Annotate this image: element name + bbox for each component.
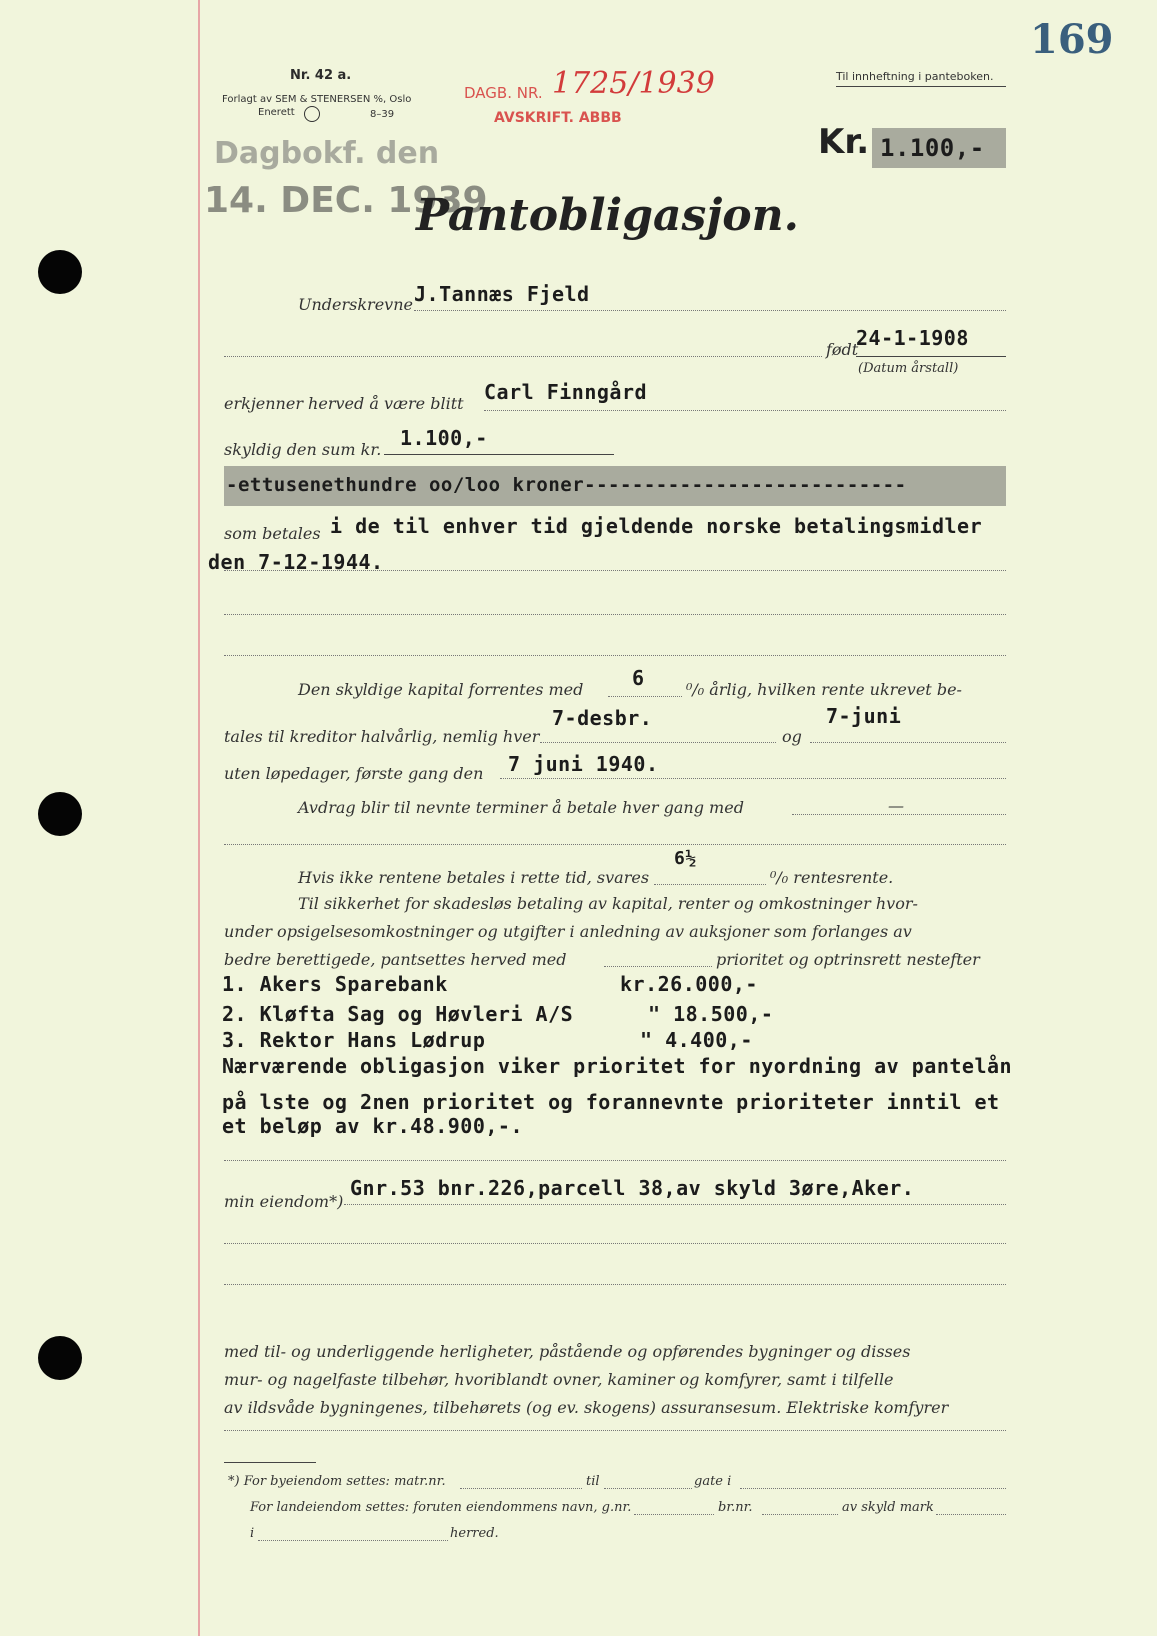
- blank-line-2: [224, 614, 1006, 615]
- security-line-1: Til sikkerhet for skadesløs betaling av kapital, renter og omkostninger hvor-: [298, 894, 918, 913]
- footnote-i: i: [250, 1526, 255, 1541]
- blank-line-6: [224, 1243, 1006, 1244]
- publisher-logo: [304, 106, 320, 122]
- document-title: Pantobligasjon.: [416, 190, 799, 241]
- blank-line-4: [224, 844, 1006, 845]
- til-innheftning-label: Til innheftning i panteboken.: [836, 70, 994, 83]
- blank-line-3: [224, 655, 1006, 656]
- footnote-by-b: til: [586, 1474, 600, 1489]
- dagb-nr-label: DAGB. NR.: [464, 84, 543, 102]
- blank-line-7: [224, 1284, 1006, 1285]
- interest-line3: uten løpedager, første gang den: [224, 764, 484, 783]
- blank-line-1: [224, 570, 1006, 571]
- erkjenner-label: erkjenner herved å være blitt: [224, 394, 464, 413]
- header-rule: [836, 86, 1006, 87]
- punch-hole-bottom: [38, 1336, 82, 1380]
- footnote-land-line-2: [762, 1514, 838, 1515]
- priority-2-amount: " 18.500,-: [648, 1002, 774, 1026]
- footnote-rule: [224, 1462, 316, 1463]
- avdrag-value: —: [888, 796, 904, 815]
- rentesrente-text-a: Hvis ikke rentene betales i rette tid, svares: [298, 868, 650, 887]
- priority-note-3: et beløp av kr.48.900,-.: [222, 1114, 523, 1138]
- enerett-label: Enerett: [258, 107, 295, 118]
- footnote-land-b: br.nr.: [718, 1500, 753, 1515]
- dagbokf-label: Dagbokf. den: [214, 136, 440, 171]
- closing-line-2: mur- og nagelfaste tilbehør, hvoriblandt ovner, kaminer og komfyrer, samt i tilfelle: [224, 1370, 894, 1389]
- fodt-value: 24-1-1908: [856, 326, 969, 350]
- first-payment-date: 7 juni 1940.: [508, 752, 659, 776]
- term-2-line: [810, 742, 1006, 743]
- priority-3-amount: " 4.400,-: [640, 1028, 753, 1052]
- term-1: 7-desbr.: [552, 706, 653, 730]
- page-number: 169: [1030, 16, 1114, 63]
- property-label: min eiendom*): [224, 1192, 344, 1211]
- footnote-herred-line: [258, 1540, 448, 1541]
- priority-note-2: på lste og 2nen prioritet og forannevnte prioriteter inntil et: [222, 1090, 1000, 1114]
- rentesrente-line: [654, 884, 766, 885]
- interest-rate: 6: [632, 666, 645, 690]
- interest-line2: tales til kreditor halvårlig, nemlig hver: [224, 727, 540, 746]
- amount-words: -ettusenethundre oo/loo kroner---------------------------: [226, 474, 907, 496]
- name-continuation-line: [224, 356, 822, 357]
- dagb-nr-value: 1725/1939: [552, 66, 715, 101]
- priority-line: [604, 966, 712, 967]
- property-line: [344, 1204, 1006, 1205]
- interest-text-b: ⁰/₀ årlig, hvilken rente ukrevet be-: [686, 680, 962, 699]
- og-label: og: [782, 727, 802, 746]
- property-value: Gnr.53 bnr.226,parcell 38,av skyld 3øre,Aker.: [350, 1176, 915, 1200]
- priority-3-name: 3. Rektor Hans Lødrup: [222, 1028, 486, 1052]
- footnote-by-line-2: [604, 1488, 692, 1489]
- skyldig-label: skyldig den sum kr.: [224, 440, 382, 459]
- first-payment-line: [500, 778, 1006, 779]
- som-betales-label: som betales: [224, 524, 321, 543]
- punch-hole-middle: [38, 792, 82, 836]
- priority-note-1: Nærværende obligasjon viker prioritet for nyordning av pantelån: [222, 1054, 1013, 1078]
- due-date-line: den 7-12-1944.: [208, 550, 384, 574]
- footnote-land-a: For landeiendom settes: foruten eiendommens navn, g.nr.: [250, 1500, 632, 1515]
- footnote-land-c: av skyld mark: [842, 1500, 934, 1515]
- security-line-3: bedre berettigede, pantsettes herved med: [224, 950, 567, 969]
- publisher-line: Forlagt av SEM & STENERSEN %, Oslo: [222, 94, 412, 105]
- avskrift-stamp: AVSKRIFT. ABBB: [494, 110, 622, 126]
- print-code: 8–39: [370, 109, 395, 120]
- footnote-by-c: gate i: [694, 1474, 732, 1489]
- closing-line-1: med til- og underliggende herligheter, påstående og opførendes bygninger og disses: [224, 1342, 911, 1361]
- interest-text-a: Den skyldige kapital forrentes med: [298, 680, 584, 699]
- undersknevne-value: J.Tannæs Fjeld: [414, 282, 590, 306]
- interest-rate-line: [608, 696, 682, 697]
- priority-2-name: 2. Kløfta Sag og Høvleri A/S: [222, 1002, 574, 1026]
- datum-label: (Datum årstall): [858, 361, 959, 376]
- term-1-line: [540, 742, 776, 743]
- term-2: 7-juni: [826, 704, 902, 728]
- footnote-by-line-3: [740, 1488, 1006, 1489]
- rentesrente-text-b: ⁰/₀ rentesrente.: [770, 868, 894, 887]
- footnote-land-line-1: [634, 1514, 714, 1515]
- dagbokf-date: 14. DEC. 1939: [204, 180, 488, 221]
- security-line-2: under opsigelsesomkostninger og utgifter i anledning av auksjoner som forlanges av: [224, 922, 912, 941]
- skyldig-value: 1.100,-: [400, 426, 488, 450]
- skyldig-line: [384, 454, 614, 455]
- amount-prefix: Kr.: [818, 122, 870, 162]
- amount-box-value: 1.100,-: [880, 134, 985, 162]
- punch-hole-top: [38, 250, 82, 294]
- priority-1-amount: kr.26.000,-: [620, 972, 758, 996]
- security-line-3b: prioritet og optrinsrett nestefter: [716, 950, 980, 969]
- blank-line-8: [224, 1430, 1006, 1431]
- undersknevne-label: Underskrevne: [298, 295, 413, 314]
- margin-line: [198, 0, 200, 1636]
- undersknevne-line: [414, 310, 1006, 311]
- footnote-land-line-3: [936, 1514, 1006, 1515]
- fodt-line: [856, 356, 1006, 357]
- som-betales-value: i de til enhver tid gjeldende norske betalingsmidler: [330, 514, 983, 538]
- footnote-by-a: *) For byeiendom settes: matr.nr.: [228, 1474, 446, 1489]
- footnote-herred: herred.: [450, 1526, 499, 1541]
- erkjenner-line: [484, 410, 1006, 411]
- erkjenner-value: Carl Finngård: [484, 380, 648, 404]
- blank-line-5: [224, 1160, 1006, 1161]
- fodt-label: født: [826, 340, 859, 359]
- closing-line-3: av ildsvåde bygningenes, tilbehørets (og ev. skogens) assuransesum. Elektriske komfyrer: [224, 1398, 949, 1417]
- priority-1-name: 1. Akers Sparebank: [222, 972, 448, 996]
- form-number: Nr. 42 a.: [290, 68, 352, 83]
- avdrag-text: Avdrag blir til nevnte terminer å betale hver gang med: [298, 798, 744, 817]
- footnote-by-line-1: [460, 1488, 582, 1489]
- rentesrente-rate: 6½: [674, 848, 697, 869]
